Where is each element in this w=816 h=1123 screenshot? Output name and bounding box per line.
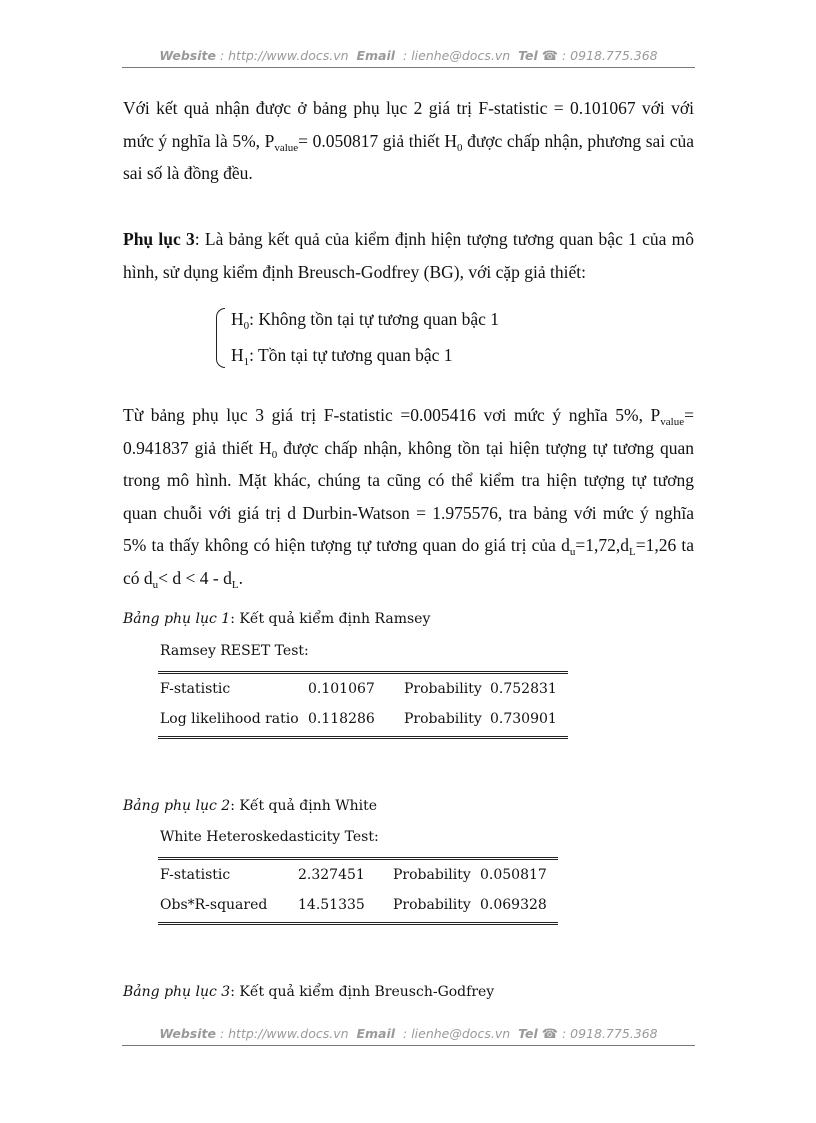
para3-sub-l2: L bbox=[231, 578, 239, 591]
table-cell: 0.118286 bbox=[308, 711, 375, 727]
para3-sub-0: 0 bbox=[271, 448, 278, 461]
h0-text: : Không tồn tại tự tương quan bậc 1 bbox=[249, 309, 499, 329]
table-cell: Probability bbox=[393, 897, 471, 913]
para3-text-c: được chấp nhận, không tồn tại hiện tượng tự tương quan trong mô hình. Mặt khác, chúng ta cũng có thể kiểm tra hiện tượng tự tương quan chuỗi với giá trị d Durbin-Watson = 1.975576, tra bảng với mức ý nghĩa 5% ta thấy không có hiện tượng tự tương quan do giá trị của d bbox=[123, 437, 695, 555]
para3-text-a: Từ bảng phụ lục 3 giá trị F-statistic =0.005416 vơi mức ý nghĩa 5%, P bbox=[123, 405, 661, 425]
h0-sub: 0 bbox=[243, 320, 250, 332]
para1-text-a: Với kết quả nhận được ở bảng phụ lục 2 giá trị F-statistic = 0.101067 với với mức ý nghĩa là 5%, P bbox=[123, 98, 694, 151]
table-row bbox=[158, 704, 568, 734]
header-tel-label: Tel bbox=[518, 48, 538, 63]
table-cell: 0.069328 bbox=[480, 897, 547, 913]
para3-text-d: =1,72,d bbox=[575, 535, 629, 555]
table-row bbox=[158, 674, 568, 704]
table2-caption bbox=[123, 798, 377, 814]
para3-text-e: =1,26 ta có d bbox=[123, 535, 695, 588]
para2-text: : Là bảng kết quả của kiểm định hiện tượng tương quan bậc 1 của mô hình, sử dụng kiểm định Breusch-Godfrey (BG), với cặp giả thiết: bbox=[123, 229, 694, 282]
header-website-label: Website bbox=[159, 48, 216, 63]
table-cell: Probability bbox=[404, 681, 482, 697]
para1-sub-0: 0 bbox=[457, 141, 463, 154]
h1-letter: H bbox=[231, 345, 244, 365]
table-cell: 2.327451 bbox=[298, 867, 365, 883]
white-table bbox=[158, 857, 558, 925]
hypothesis-h1 bbox=[231, 343, 453, 367]
page-footer bbox=[122, 1026, 695, 1046]
table-cell: 0.050817 bbox=[480, 867, 547, 883]
table3-caption-rest: : Kết quả kiểm định Breusch-Godfrey bbox=[230, 984, 495, 1000]
header-email-label: Email bbox=[356, 48, 396, 63]
phone-icon: ☎ bbox=[541, 1027, 558, 1042]
footer-email: : lienhe@docs.vn bbox=[399, 1026, 511, 1041]
para1-text-c: được chấp nhận, phương sai của sai số là đồng đều. bbox=[123, 130, 694, 183]
para3-text-f: < d < 4 - d bbox=[158, 567, 232, 588]
table3-caption bbox=[123, 984, 494, 1000]
paragraph-bg-result bbox=[123, 399, 694, 594]
table-cell: 0.730901 bbox=[490, 711, 557, 727]
table-cell: Probability bbox=[404, 711, 482, 727]
brace-icon bbox=[216, 308, 225, 368]
table-cell: F-statistic bbox=[160, 681, 231, 697]
para1-sub-value: value bbox=[274, 141, 299, 154]
ramsey-table bbox=[158, 671, 568, 739]
footer-email-label: Email bbox=[356, 1026, 396, 1041]
phone-icon: ☎ bbox=[541, 49, 558, 64]
table-cell: F-statistic bbox=[160, 867, 231, 883]
table-row bbox=[158, 860, 558, 890]
h1-sub: 1 bbox=[243, 356, 250, 368]
table-cell: 14.51335 bbox=[298, 897, 365, 913]
table3-caption-italic: Bảng phụ lục 3 bbox=[123, 984, 231, 1000]
table-cell: Probability bbox=[393, 867, 471, 883]
footer-tel-label: Tel bbox=[518, 1026, 538, 1041]
footer-website-url: : http://www.docs.vn bbox=[215, 1026, 349, 1041]
page-header bbox=[122, 48, 695, 68]
footer-tel: : 0918.775.368 bbox=[557, 1026, 658, 1041]
header-website-url: : http://www.docs.vn bbox=[215, 48, 349, 63]
paragraph-appendix-3-intro bbox=[123, 223, 694, 288]
table2-caption-rest: : Kết quả định White bbox=[230, 798, 378, 814]
para2-bold: Phụ lục 3 bbox=[123, 229, 195, 249]
para3-sub-u: u bbox=[569, 546, 576, 558]
para1-text-b: = 0.050817 giả thiết H bbox=[298, 130, 458, 151]
table2-caption-italic: Bảng phụ lục 2 bbox=[123, 798, 231, 814]
h0-letter: H bbox=[231, 309, 244, 329]
table2-title: White Heteroskedasticity Test: bbox=[160, 829, 379, 845]
para3-text-b: = 0.941837 giả thiết H bbox=[123, 405, 694, 458]
table1-title: Ramsey RESET Test: bbox=[160, 643, 309, 659]
table-cell: 0.101067 bbox=[308, 681, 375, 697]
h1-text: : Tồn tại tự tương quan bậc 1 bbox=[249, 345, 453, 365]
table-row bbox=[158, 890, 558, 920]
header-email: : lienhe@docs.vn bbox=[399, 48, 511, 63]
para3-sub-l: L bbox=[628, 546, 636, 558]
table1-caption bbox=[123, 611, 430, 627]
para3-sub-u2: u bbox=[152, 578, 159, 591]
table-cell: Obs*R-squared bbox=[160, 897, 268, 913]
para3-sub-value: value bbox=[660, 416, 685, 428]
hypothesis-h0 bbox=[231, 307, 499, 331]
table1-caption-italic: Bảng phụ lục 1 bbox=[123, 611, 231, 627]
table-cell: 0.752831 bbox=[490, 681, 557, 697]
header-tel: : 0918.775.368 bbox=[557, 48, 658, 63]
table-cell: Log likelihood ratio bbox=[160, 711, 299, 727]
paragraph-white-result bbox=[123, 92, 694, 190]
footer-website-label: Website bbox=[159, 1026, 216, 1041]
para3-text-g: . bbox=[238, 567, 243, 588]
table1-caption-rest: : Kết quả kiểm định Ramsey bbox=[230, 611, 431, 627]
